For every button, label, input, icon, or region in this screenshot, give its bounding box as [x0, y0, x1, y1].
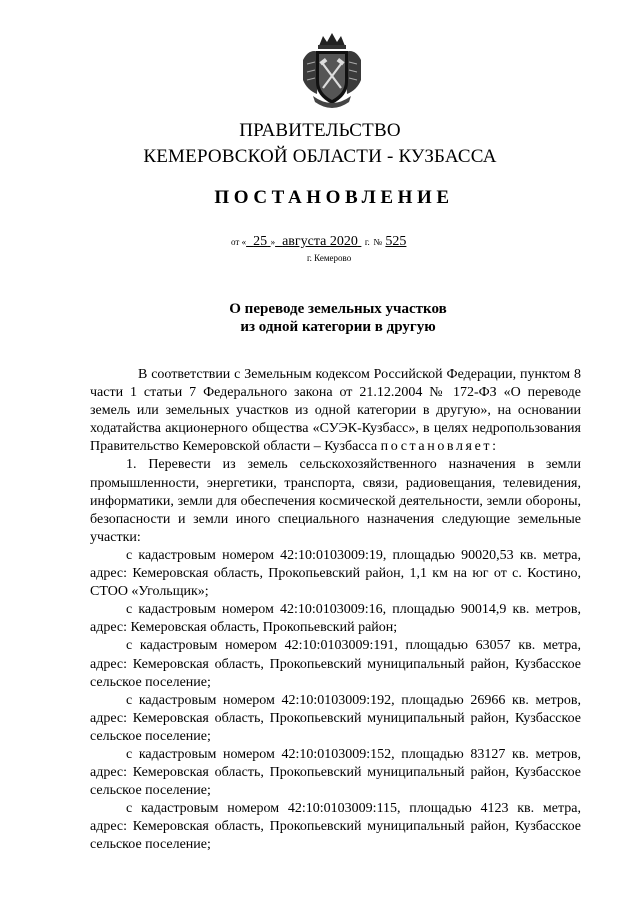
city-label: г. Кемерово [307, 253, 352, 263]
parcel-paragraph: с кадастровым номером 42:10:0103009:191, площадью 63057 кв. метра, адрес: Кемеровская область, Прокопьевский муниципальный район, Кузбасское сельское поселение; [90, 638, 581, 690]
parcel-paragraph: с кадастровым номером 42:10:0103009:16, площадью 90014,9 кв. метров, адрес: Кемеровская область, Прокопьевский район; [90, 602, 581, 636]
date-day: 25 [253, 234, 268, 249]
date-month-year: августа 2020 [282, 234, 358, 249]
parcel-paragraph: с кадастровым номером 42:10:0103009:152, площадью 83127 кв. метров, адрес: Кемеровская область, Прокопьевский муниципальный район, Кузбасское сельское поселение; [90, 746, 581, 799]
subject-line2: из одной категории в другую [240, 319, 436, 335]
government-title-line1: ПРАВИТЕЛЬСТВО [239, 120, 401, 141]
preamble-paragraph: В соответствии с Земельным кодексом Российской Федерации, пунктом 8 части 1 статьи 7 Федерального закона от 21.12.2004 № 172-ФЗ «О переводе земель или земельных участков из одной категории в другую», на основании ходатайства акционерного общества «СУЭК-Кузбасс», в целях недропользования Правительство Кемеровской области – Кузбасса постановляет: [90, 367, 581, 455]
parcel-paragraph: с кадастровым номером 42:10:0103009:115, площадью 4123 кв. метра, адрес: Кемеровская область, Прокопьевский муниципальный район, Кузбасское сельское поселение; [90, 801, 581, 853]
document-number: 525 [385, 234, 407, 249]
item-1-paragraph: 1. Перевести из земель сельскохозяйственного назначения в земли промышленности, энергетики, транспорта, связи, радиовещания, телевидения, информатики, земли для обеспечения космической деятельности, земли обороны, безопасности и земли иного специального назначения следующие земельные участки: [90, 457, 581, 545]
parcel-paragraph: с кадастровым номером 42:10:0103009:192, площадью 26966 кв. метров, адрес: Кемеровская область, Прокопьевский муниципальный район, Кузбасское сельское поселение; [90, 692, 581, 744]
date-number-line [231, 234, 406, 250]
document-type-title: ПОСТАНОВЛЕНИЕ [214, 187, 454, 208]
government-title-line2: КЕМЕРОВСКОЙ ОБЛАСТИ - КУЗБАССА [143, 146, 497, 167]
date-mid: » [270, 237, 276, 247]
parcel-paragraph: с кадастровым номером 42:10:0103009:19, площадью 90020,53 кв. метра, адрес: Кемеровская область, Прокопьевский район, 1,1 км на юг от с. Костино, СТОО «Угольщик»; [90, 547, 581, 600]
subject-line1: О переводе земельных участков [229, 301, 447, 317]
date-prefix: от « [231, 237, 247, 247]
document-body [90, 366, 581, 855]
coat-of-arms-icon [299, 30, 365, 110]
number-prefix: № [373, 237, 382, 247]
date-year-suffix: г. [364, 237, 370, 247]
resolves-word: постановляет: [380, 439, 499, 455]
